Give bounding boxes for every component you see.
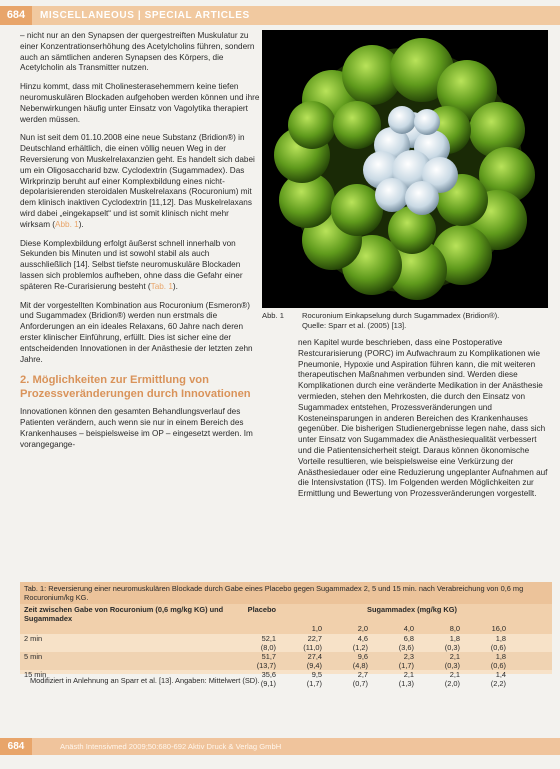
table-cell: 2,3: [403, 652, 414, 661]
table-cell: (0,3): [444, 643, 460, 652]
table-header-cell: 2,0: [357, 624, 368, 633]
paragraph: Mit der vorgestellten Kombination aus Rocuronium (Esmeron®) und Sugammadex (Bridion®) werden nun erstmals die Anforderungen an ein ideales Relaxans, 60 Jahre nach deren erster klinischer Einführung, erfüllt. Dies ist sicher eine der entscheidenden Innovationen in der Anästhesie der letzten zehn Jahre.: [20, 300, 253, 364]
table-cell: (11,0): [303, 643, 322, 652]
table-cell: 1,4: [495, 670, 506, 679]
table-group-header: Sugammadex (mg/kg KG): [367, 605, 457, 614]
table-header-cell: 4,0: [403, 624, 414, 633]
table-header-cell: Zeit zwischen Gabe von Rocuronium (0,6 mg/kg KG) und Sugammadex: [24, 605, 224, 623]
table-footnote: Modifiziert in Anlehnung an Sparr et al. [13]. Angaben: Mittelwert (SD).: [30, 676, 260, 685]
paragraph: Nun ist seit dem 01.10.2008 eine neue Substanz (Bridion®) in Deutschland erhältlich, die einen völlig neuen Weg in der Reversierung von Muskelrelaxanzien geht. Es handelt sich dabei um ein Oligosaccharid bzw. Cyclodextrin (Sugammadex). Das Wirkprinzip beruht auf einer Komplexbildung eines nicht-depolarisierenden steroidalen Muskelrelaxans (Rocuronium) mit dem klinisch inaktiven Cyclodextrin [11,12]. Das Muskelrelaxans wird dabei „eingekapselt“ und ist somit klinisch nicht mehr wirksam (Abb. 1).: [20, 133, 255, 229]
table-subheader-row: [20, 624, 552, 634]
footer-page-number: 684: [0, 738, 32, 755]
table-cell: 51,7: [261, 652, 276, 661]
table-cell: 27,4: [307, 652, 322, 661]
table-cell: (2,2): [490, 679, 506, 688]
table-cell: 1,8: [449, 634, 460, 643]
figure-label: Abb. 1: [262, 311, 284, 320]
paragraph: Innovationen können den gesamten Behandlungsverlauf des Patienten verändern, auch wenn sie nur in einem Bereich des Krankenhauses – beispielsweise im OP – eingesetzt werden. Im vorangegange-: [20, 407, 253, 449]
page-number: 684: [0, 6, 32, 25]
table-cell: (0,6): [490, 643, 506, 652]
table-cell: 9,6: [357, 652, 368, 661]
left-column: [20, 31, 260, 459]
caption-source: Quelle: Sparr et al. (2005) [13].: [302, 320, 407, 330]
header-title: MISCELLANEOUS | SPECIAL ARTICLES: [40, 10, 250, 21]
molecule-figure: [262, 30, 548, 308]
table-cell: 15 min: [24, 670, 47, 679]
table-cell: (9,1): [260, 679, 276, 688]
paragraph: Hinzu kommt, dass mit Cholinesterasehemmern keine tiefen neuromuskulären Blockaden aufgehoben werden können und ihre Nebenwirkungen häufig unter Einsatz von Vagolytika therapiert werden müssen.: [20, 82, 260, 124]
table-header-cell: 16,0: [491, 624, 506, 633]
table-header-row: [20, 604, 552, 624]
figure-reference-link[interactable]: Abb. 1: [55, 219, 79, 229]
page-footer: [0, 738, 560, 755]
table-cell: (1,7): [398, 661, 414, 670]
table-cell: 52,1: [261, 634, 276, 643]
table-cell: (1,2): [352, 643, 368, 652]
paragraph: – nicht nur an den Synapsen der quergestreiften Muskulatur zu einer Konzentrationserhöhung des Acetylcholins führen, sondern auch an sämtlichen anderen Synapsen des Körpers, die Acetylcholin als Transmitter nutzen.: [20, 31, 255, 73]
table-cell: (1,7): [306, 679, 322, 688]
right-column: [298, 338, 550, 500]
table-cell: 6,8: [403, 634, 414, 643]
table-cell: 2,1: [403, 670, 414, 679]
section-heading: 2. Möglichkeiten zur Ermittlung von Prozessveränderungen durch Innovationen: [20, 374, 251, 401]
table-cell: (1,3): [398, 679, 414, 688]
table-cell: (0,6): [490, 661, 506, 670]
table-cell: 22,7: [307, 634, 322, 643]
table-cell: (3,6): [398, 643, 414, 652]
table-cell: [24, 643, 224, 652]
table-reference-link[interactable]: Tab. 1: [150, 281, 173, 291]
table-cell: [24, 661, 224, 670]
table-row: [20, 634, 552, 643]
table-cell: 5 min: [24, 652, 43, 661]
table-cell: (2,0): [444, 679, 460, 688]
table-cell: (0,3): [444, 661, 460, 670]
table-cell: (13,7): [256, 661, 276, 670]
table-cell: 1,8: [495, 634, 506, 643]
table-header-cell: Placebo: [247, 605, 276, 614]
table-cell: (9,4): [306, 661, 322, 670]
page-header: [0, 6, 560, 25]
table-cell: 2,7: [357, 670, 368, 679]
paragraph: nen Kapitel wurde beschrieben, dass eine Postoperative Restcurarisierung (PORC) im Aufwachraum zu Komplikationen wie Pneumonie, Hypoxie und Aspiration führen kann, die mit weiteren therapeutischen Maßnahmen verbunden sind. Werden diese Komplikationen durch eine veränderte Medikation in der Anästhesie vermieden, stehen den Mehrkosten, die durch den Einsatz von Sugammadex entstehen, Prozessveränderungen und Kosteneinsparungen in anderen Bereichen des Krankenhauses gegenüber. Die bisherigen Studienergebnisse legen nahe, dass sich unter Einsatz von Sugammadex die Anästhesiequalität verbessert und die Patientensicherheit steigt. Daraus können ökonomische Vorteile resultieren, wie beispielsweise eine Verkürzung der Anästhesiedauer oder eine Reduzierung ungeplanter Aufnahmen auf die Intensivstation (ITS). Im Folgenden werden Möglichkeiten zur Ermittlung und Bewertung von Prozessveränderungen vorgestellt.: [298, 338, 548, 499]
table-cell: 1,8: [495, 652, 506, 661]
table-cell: (0,7): [352, 679, 368, 688]
caption-text: Rocuronium Einkapselung durch Sugammadex (Bridion®).: [302, 311, 500, 320]
table-header-cell: 1,0: [311, 624, 322, 633]
table-cell: (8,0): [260, 643, 276, 652]
molecule-illustration: [262, 30, 548, 308]
table-cell: 2 min: [24, 634, 43, 643]
table-cell: 9,5: [311, 670, 322, 679]
table-row: [20, 652, 552, 661]
table-row: [20, 643, 552, 652]
table-cell: 35,6: [261, 670, 276, 679]
table-row: [20, 661, 552, 670]
table-cell: (4,8): [352, 661, 368, 670]
table-header-cell: 8,0: [449, 624, 460, 633]
table-cell: 2,1: [449, 670, 460, 679]
paragraph: Diese Komplexbildung erfolgt äußerst schnell innerhalb von Sekunden bis Minuten und ist sowohl stabil als auch ausschließlich [14]. Selbst tiefste neuromuskuläre Blockaden lassen sich problemlos aufheben, ohne dass die Gefahr einer späteren Re-Curarisierung besteht (Tab. 1).: [20, 238, 243, 291]
table-cell: 2,1: [449, 652, 460, 661]
table-title: Tab. 1: Reversierung einer neuromuskulären Blockade durch Gabe eines Placebo gegen Sugammadex 2, 5 und 15 min. nach Verabreichung von 0,6 mg Rocuronium/kg KG.: [20, 582, 552, 604]
figure-caption: [262, 311, 552, 330]
footer-text: Anästh Intensivmed 2009;50:680-692 Aktiv Druck & Verlag GmbH: [60, 742, 282, 751]
table-cell: 4,6: [357, 634, 368, 643]
